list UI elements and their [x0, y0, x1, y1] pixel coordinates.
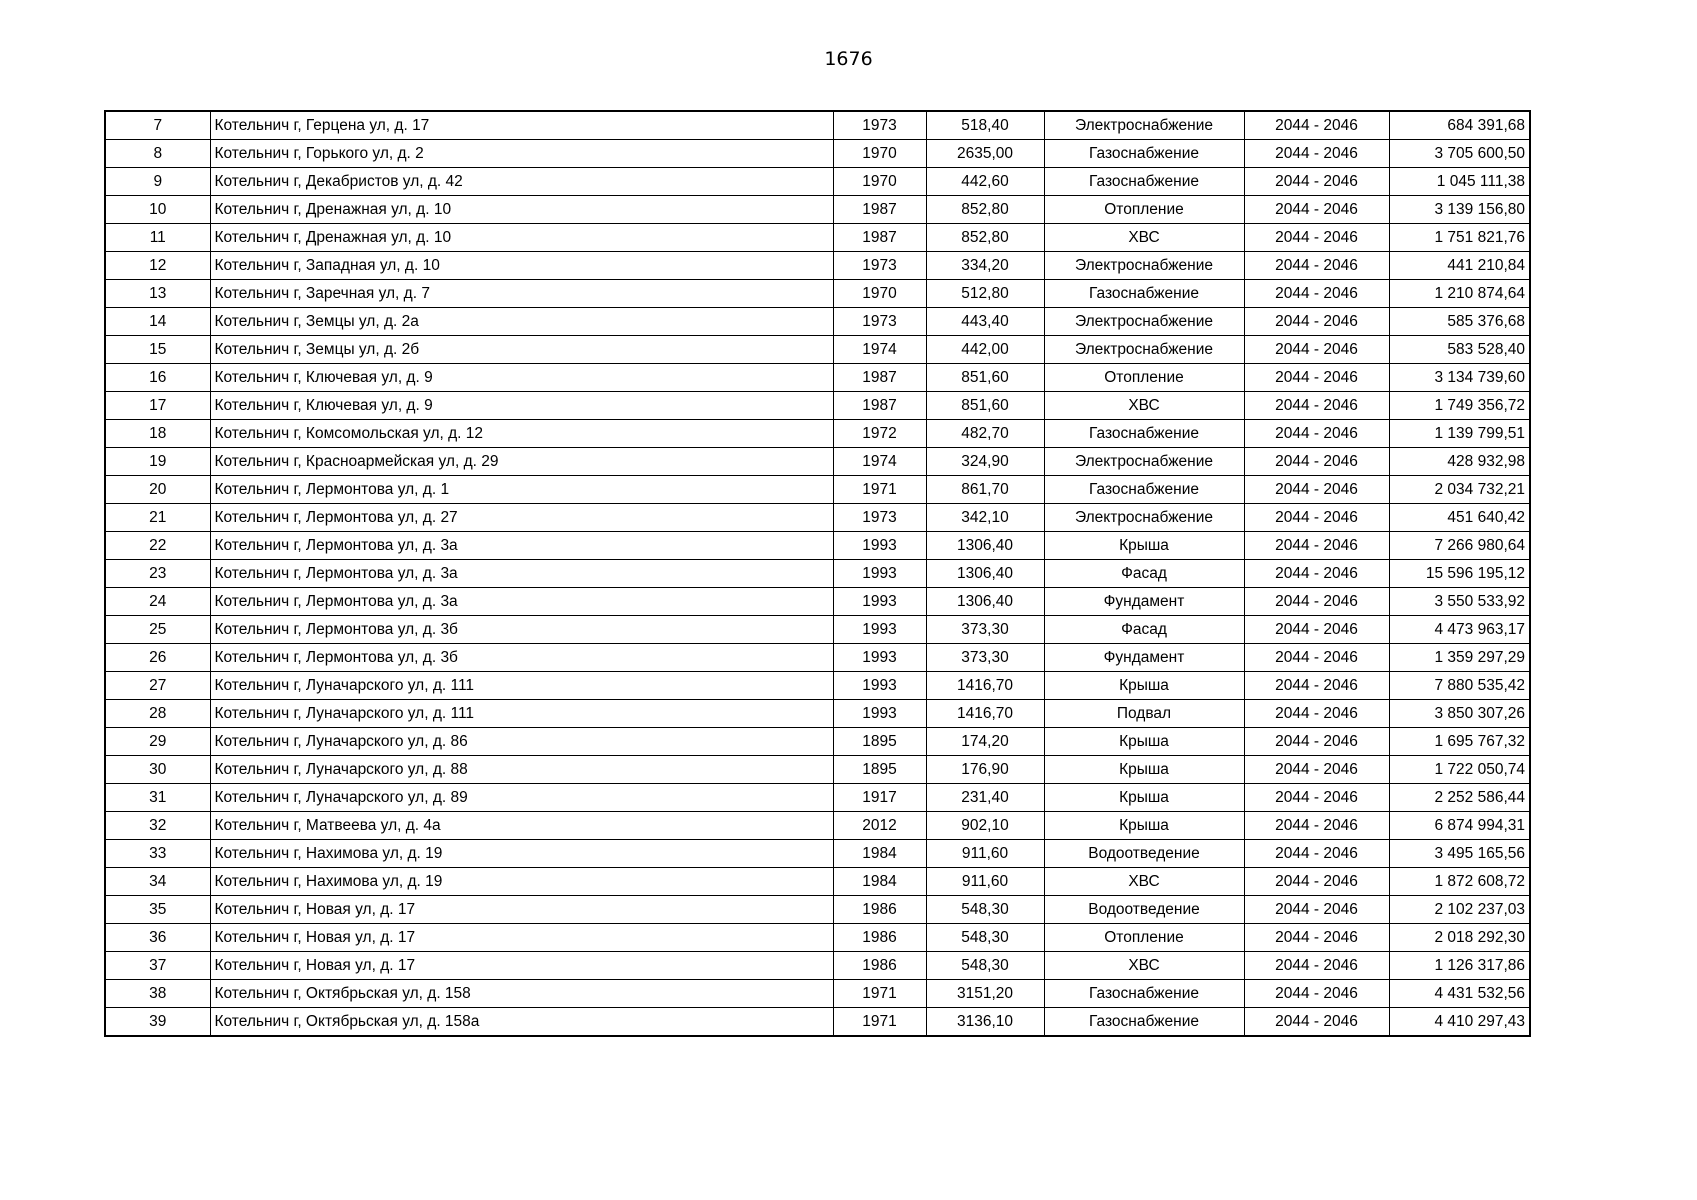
- table-row: [105, 812, 1530, 840]
- work-type-cell: Газоснабжение: [1044, 280, 1244, 308]
- area-cell: 851,60: [926, 364, 1044, 392]
- period-cell: 2044 - 2046: [1244, 924, 1389, 952]
- period-cell: 2044 - 2046: [1244, 672, 1389, 700]
- year-built-cell: 1986: [833, 924, 926, 952]
- work-type-cell: Крыша: [1044, 728, 1244, 756]
- row-number-cell: 35: [105, 896, 210, 924]
- area-cell: 518,40: [926, 111, 1044, 140]
- period-cell: 2044 - 2046: [1244, 700, 1389, 728]
- work-type-cell: Фундамент: [1044, 588, 1244, 616]
- year-built-cell: 1973: [833, 308, 926, 336]
- cost-cell: 15 596 195,12: [1389, 560, 1530, 588]
- address-cell: Котельнич г, Луначарского ул, д. 88: [210, 756, 833, 784]
- address-cell: Котельнич г, Нахимова ул, д. 19: [210, 840, 833, 868]
- cost-cell: 3 550 533,92: [1389, 588, 1530, 616]
- table-row: [105, 532, 1530, 560]
- work-type-cell: Крыша: [1044, 532, 1244, 560]
- table-row: [105, 560, 1530, 588]
- address-cell: Котельнич г, Луначарского ул, д. 111: [210, 700, 833, 728]
- area-cell: 442,60: [926, 168, 1044, 196]
- row-number-cell: 20: [105, 476, 210, 504]
- table-row: [105, 111, 1530, 140]
- address-cell: Котельнич г, Ключевая ул, д. 9: [210, 364, 833, 392]
- cost-cell: 585 376,68: [1389, 308, 1530, 336]
- row-number-cell: 39: [105, 1008, 210, 1037]
- table-row: [105, 700, 1530, 728]
- address-cell: Котельнич г, Горького ул, д. 2: [210, 140, 833, 168]
- address-cell: Котельнич г, Октябрьская ул, д. 158: [210, 980, 833, 1008]
- row-number-cell: 23: [105, 560, 210, 588]
- period-cell: 2044 - 2046: [1244, 364, 1389, 392]
- row-number-cell: 34: [105, 868, 210, 896]
- year-built-cell: 1895: [833, 756, 926, 784]
- work-type-cell: Электроснабжение: [1044, 252, 1244, 280]
- area-cell: 852,80: [926, 196, 1044, 224]
- row-number-cell: 21: [105, 504, 210, 532]
- period-cell: 2044 - 2046: [1244, 840, 1389, 868]
- area-cell: 342,10: [926, 504, 1044, 532]
- period-cell: 2044 - 2046: [1244, 252, 1389, 280]
- year-built-cell: 1987: [833, 364, 926, 392]
- year-built-cell: 1895: [833, 728, 926, 756]
- address-cell: Котельнич г, Нахимова ул, д. 19: [210, 868, 833, 896]
- cost-cell: 1 210 874,64: [1389, 280, 1530, 308]
- work-type-cell: ХВС: [1044, 392, 1244, 420]
- period-cell: 2044 - 2046: [1244, 420, 1389, 448]
- year-built-cell: 1987: [833, 392, 926, 420]
- cost-cell: 3 139 156,80: [1389, 196, 1530, 224]
- cost-cell: 3 495 165,56: [1389, 840, 1530, 868]
- year-built-cell: 1972: [833, 420, 926, 448]
- row-number-cell: 28: [105, 700, 210, 728]
- area-cell: 902,10: [926, 812, 1044, 840]
- period-cell: 2044 - 2046: [1244, 812, 1389, 840]
- year-built-cell: 1970: [833, 280, 926, 308]
- area-cell: 1416,70: [926, 672, 1044, 700]
- year-built-cell: 1971: [833, 1008, 926, 1037]
- address-cell: Котельнич г, Матвеева ул, д. 4а: [210, 812, 833, 840]
- address-cell: Котельнич г, Лермонтова ул, д. 27: [210, 504, 833, 532]
- work-type-cell: Фасад: [1044, 616, 1244, 644]
- row-number-cell: 36: [105, 924, 210, 952]
- row-number-cell: 10: [105, 196, 210, 224]
- table-row: [105, 672, 1530, 700]
- table-body: [105, 111, 1530, 1036]
- year-built-cell: 1984: [833, 840, 926, 868]
- work-type-cell: Фасад: [1044, 560, 1244, 588]
- table-row: [105, 504, 1530, 532]
- work-type-cell: Водоотведение: [1044, 840, 1244, 868]
- row-number-cell: 29: [105, 728, 210, 756]
- cost-cell: 7 266 980,64: [1389, 532, 1530, 560]
- area-cell: 324,90: [926, 448, 1044, 476]
- table-row: [105, 1008, 1530, 1037]
- period-cell: 2044 - 2046: [1244, 280, 1389, 308]
- year-built-cell: 1973: [833, 111, 926, 140]
- work-type-cell: Газоснабжение: [1044, 1008, 1244, 1037]
- cost-cell: 4 410 297,43: [1389, 1008, 1530, 1037]
- period-cell: 2044 - 2046: [1244, 896, 1389, 924]
- area-cell: 512,80: [926, 280, 1044, 308]
- row-number-cell: 32: [105, 812, 210, 840]
- address-cell: Котельнич г, Герцена ул, д. 17: [210, 111, 833, 140]
- table-row: [105, 336, 1530, 364]
- work-type-cell: Газоснабжение: [1044, 140, 1244, 168]
- work-type-cell: Крыша: [1044, 812, 1244, 840]
- cost-cell: 1 722 050,74: [1389, 756, 1530, 784]
- address-cell: Котельнич г, Дренажная ул, д. 10: [210, 224, 833, 252]
- year-built-cell: 2012: [833, 812, 926, 840]
- work-type-cell: Газоснабжение: [1044, 420, 1244, 448]
- work-type-cell: Газоснабжение: [1044, 476, 1244, 504]
- area-cell: 231,40: [926, 784, 1044, 812]
- table-row: [105, 588, 1530, 616]
- period-cell: 2044 - 2046: [1244, 644, 1389, 672]
- year-built-cell: 1993: [833, 616, 926, 644]
- table-row: [105, 728, 1530, 756]
- cost-cell: 1 695 767,32: [1389, 728, 1530, 756]
- year-built-cell: 1993: [833, 532, 926, 560]
- period-cell: 2044 - 2046: [1244, 196, 1389, 224]
- cost-cell: 2 102 237,03: [1389, 896, 1530, 924]
- cost-cell: 451 640,42: [1389, 504, 1530, 532]
- period-cell: 2044 - 2046: [1244, 392, 1389, 420]
- row-number-cell: 16: [105, 364, 210, 392]
- table-row: [105, 392, 1530, 420]
- work-type-cell: Водоотведение: [1044, 896, 1244, 924]
- year-built-cell: 1986: [833, 952, 926, 980]
- address-cell: Котельнич г, Лермонтова ул, д. 3а: [210, 560, 833, 588]
- year-built-cell: 1993: [833, 700, 926, 728]
- row-number-cell: 11: [105, 224, 210, 252]
- cost-cell: 1 751 821,76: [1389, 224, 1530, 252]
- table-row: [105, 476, 1530, 504]
- period-cell: 2044 - 2046: [1244, 336, 1389, 364]
- year-built-cell: 1993: [833, 644, 926, 672]
- address-cell: Котельнич г, Луначарского ул, д. 86: [210, 728, 833, 756]
- address-cell: Котельнич г, Лермонтова ул, д. 3а: [210, 588, 833, 616]
- work-type-cell: Электроснабжение: [1044, 448, 1244, 476]
- work-type-cell: Крыша: [1044, 672, 1244, 700]
- table-row: [105, 196, 1530, 224]
- area-cell: 548,30: [926, 952, 1044, 980]
- area-cell: 852,80: [926, 224, 1044, 252]
- area-cell: 911,60: [926, 840, 1044, 868]
- table-row: [105, 140, 1530, 168]
- row-number-cell: 27: [105, 672, 210, 700]
- table-row: [105, 840, 1530, 868]
- year-built-cell: 1993: [833, 672, 926, 700]
- work-type-cell: Электроснабжение: [1044, 111, 1244, 140]
- row-number-cell: 8: [105, 140, 210, 168]
- work-type-cell: ХВС: [1044, 868, 1244, 896]
- cost-cell: 2 018 292,30: [1389, 924, 1530, 952]
- cost-cell: 1 749 356,72: [1389, 392, 1530, 420]
- period-cell: 2044 - 2046: [1244, 588, 1389, 616]
- address-cell: Котельнич г, Земцы ул, д. 2а: [210, 308, 833, 336]
- table-row: [105, 896, 1530, 924]
- row-number-cell: 22: [105, 532, 210, 560]
- work-type-cell: Электроснабжение: [1044, 308, 1244, 336]
- cost-cell: 2 034 732,21: [1389, 476, 1530, 504]
- row-number-cell: 33: [105, 840, 210, 868]
- period-cell: 2044 - 2046: [1244, 140, 1389, 168]
- row-number-cell: 37: [105, 952, 210, 980]
- row-number-cell: 19: [105, 448, 210, 476]
- period-cell: 2044 - 2046: [1244, 756, 1389, 784]
- row-number-cell: 7: [105, 111, 210, 140]
- area-cell: 861,70: [926, 476, 1044, 504]
- work-type-cell: Электроснабжение: [1044, 336, 1244, 364]
- row-number-cell: 31: [105, 784, 210, 812]
- address-cell: Котельнич г, Новая ул, д. 17: [210, 924, 833, 952]
- period-cell: 2044 - 2046: [1244, 308, 1389, 336]
- address-cell: Котельнич г, Луначарского ул, д. 111: [210, 672, 833, 700]
- period-cell: 2044 - 2046: [1244, 168, 1389, 196]
- area-cell: 851,60: [926, 392, 1044, 420]
- address-cell: Котельнич г, Луначарского ул, д. 89: [210, 784, 833, 812]
- area-cell: 1306,40: [926, 588, 1044, 616]
- period-cell: 2044 - 2046: [1244, 111, 1389, 140]
- address-cell: Котельнич г, Земцы ул, д. 2б: [210, 336, 833, 364]
- table-row: [105, 224, 1530, 252]
- area-cell: 443,40: [926, 308, 1044, 336]
- year-built-cell: 1973: [833, 504, 926, 532]
- work-type-cell: Отопление: [1044, 924, 1244, 952]
- period-cell: 2044 - 2046: [1244, 868, 1389, 896]
- year-built-cell: 1987: [833, 224, 926, 252]
- row-number-cell: 25: [105, 616, 210, 644]
- year-built-cell: 1993: [833, 560, 926, 588]
- period-cell: 2044 - 2046: [1244, 448, 1389, 476]
- area-cell: 2635,00: [926, 140, 1044, 168]
- area-cell: 3151,20: [926, 980, 1044, 1008]
- cost-cell: 1 359 297,29: [1389, 644, 1530, 672]
- area-cell: 373,30: [926, 616, 1044, 644]
- repair-schedule-table: [104, 110, 1531, 1037]
- year-built-cell: 1917: [833, 784, 926, 812]
- row-number-cell: 9: [105, 168, 210, 196]
- area-cell: 442,00: [926, 336, 1044, 364]
- table-row: [105, 784, 1530, 812]
- address-cell: Котельнич г, Комсомольская ул, д. 12: [210, 420, 833, 448]
- table-row: [105, 280, 1530, 308]
- cost-cell: 1 045 111,38: [1389, 168, 1530, 196]
- cost-cell: 3 134 739,60: [1389, 364, 1530, 392]
- table-row: [105, 924, 1530, 952]
- address-cell: Котельнич г, Дренажная ул, д. 10: [210, 196, 833, 224]
- address-cell: Котельнич г, Октябрьская ул, д. 158а: [210, 1008, 833, 1037]
- period-cell: 2044 - 2046: [1244, 224, 1389, 252]
- cost-cell: 1 126 317,86: [1389, 952, 1530, 980]
- year-built-cell: 1970: [833, 168, 926, 196]
- cost-cell: 1 139 799,51: [1389, 420, 1530, 448]
- cost-cell: 4 473 963,17: [1389, 616, 1530, 644]
- address-cell: Котельнич г, Лермонтова ул, д. 1: [210, 476, 833, 504]
- address-cell: Котельнич г, Красноармейская ул, д. 29: [210, 448, 833, 476]
- year-built-cell: 1986: [833, 896, 926, 924]
- work-type-cell: Подвал: [1044, 700, 1244, 728]
- row-number-cell: 13: [105, 280, 210, 308]
- address-cell: Котельнич г, Новая ул, д. 17: [210, 896, 833, 924]
- address-cell: Котельнич г, Новая ул, д. 17: [210, 952, 833, 980]
- work-type-cell: ХВС: [1044, 224, 1244, 252]
- table-row: [105, 868, 1530, 896]
- period-cell: 2044 - 2046: [1244, 476, 1389, 504]
- row-number-cell: 18: [105, 420, 210, 448]
- work-type-cell: Фундамент: [1044, 644, 1244, 672]
- cost-cell: 684 391,68: [1389, 111, 1530, 140]
- address-cell: Котельнич г, Заречная ул, д. 7: [210, 280, 833, 308]
- period-cell: 2044 - 2046: [1244, 616, 1389, 644]
- address-cell: Котельнич г, Декабристов ул, д. 42: [210, 168, 833, 196]
- area-cell: 548,30: [926, 924, 1044, 952]
- cost-cell: 2 252 586,44: [1389, 784, 1530, 812]
- row-number-cell: 38: [105, 980, 210, 1008]
- area-cell: 1416,70: [926, 700, 1044, 728]
- row-number-cell: 14: [105, 308, 210, 336]
- table-row: [105, 980, 1530, 1008]
- period-cell: 2044 - 2046: [1244, 1008, 1389, 1037]
- area-cell: 548,30: [926, 896, 1044, 924]
- work-type-cell: Крыша: [1044, 784, 1244, 812]
- year-built-cell: 1971: [833, 980, 926, 1008]
- table-row: [105, 420, 1530, 448]
- year-built-cell: 1973: [833, 252, 926, 280]
- address-cell: Котельнич г, Западная ул, д. 10: [210, 252, 833, 280]
- work-type-cell: Электроснабжение: [1044, 504, 1244, 532]
- area-cell: 334,20: [926, 252, 1044, 280]
- work-type-cell: Отопление: [1044, 364, 1244, 392]
- address-cell: Котельнич г, Лермонтова ул, д. 3а: [210, 532, 833, 560]
- row-number-cell: 30: [105, 756, 210, 784]
- row-number-cell: 17: [105, 392, 210, 420]
- row-number-cell: 24: [105, 588, 210, 616]
- year-built-cell: 1993: [833, 588, 926, 616]
- area-cell: 482,70: [926, 420, 1044, 448]
- table-row: [105, 448, 1530, 476]
- year-built-cell: 1987: [833, 196, 926, 224]
- work-type-cell: ХВС: [1044, 952, 1244, 980]
- table-row: [105, 952, 1530, 980]
- table-row: [105, 308, 1530, 336]
- cost-cell: 428 932,98: [1389, 448, 1530, 476]
- period-cell: 2044 - 2046: [1244, 784, 1389, 812]
- area-cell: 911,60: [926, 868, 1044, 896]
- period-cell: 2044 - 2046: [1244, 728, 1389, 756]
- table-row: [105, 252, 1530, 280]
- year-built-cell: 1971: [833, 476, 926, 504]
- row-number-cell: 26: [105, 644, 210, 672]
- cost-cell: 583 528,40: [1389, 336, 1530, 364]
- year-built-cell: 1974: [833, 448, 926, 476]
- year-built-cell: 1974: [833, 336, 926, 364]
- table-row: [105, 644, 1530, 672]
- area-cell: 174,20: [926, 728, 1044, 756]
- row-number-cell: 15: [105, 336, 210, 364]
- period-cell: 2044 - 2046: [1244, 952, 1389, 980]
- table-row: [105, 756, 1530, 784]
- address-cell: Котельнич г, Лермонтова ул, д. 3б: [210, 644, 833, 672]
- table-row: [105, 616, 1530, 644]
- period-cell: 2044 - 2046: [1244, 504, 1389, 532]
- period-cell: 2044 - 2046: [1244, 980, 1389, 1008]
- work-type-cell: Газоснабжение: [1044, 980, 1244, 1008]
- cost-cell: 4 431 532,56: [1389, 980, 1530, 1008]
- cost-cell: 441 210,84: [1389, 252, 1530, 280]
- period-cell: 2044 - 2046: [1244, 560, 1389, 588]
- cost-cell: 7 880 535,42: [1389, 672, 1530, 700]
- cost-cell: 1 872 608,72: [1389, 868, 1530, 896]
- cost-cell: 3 850 307,26: [1389, 700, 1530, 728]
- work-type-cell: Крыша: [1044, 756, 1244, 784]
- work-type-cell: Газоснабжение: [1044, 168, 1244, 196]
- year-built-cell: 1970: [833, 140, 926, 168]
- period-cell: 2044 - 2046: [1244, 532, 1389, 560]
- area-cell: 1306,40: [926, 532, 1044, 560]
- cost-cell: 6 874 994,31: [1389, 812, 1530, 840]
- row-number-cell: 12: [105, 252, 210, 280]
- area-cell: 373,30: [926, 644, 1044, 672]
- work-type-cell: Отопление: [1044, 196, 1244, 224]
- table-row: [105, 168, 1530, 196]
- address-cell: Котельнич г, Ключевая ул, д. 9: [210, 392, 833, 420]
- area-cell: 176,90: [926, 756, 1044, 784]
- area-cell: 1306,40: [926, 560, 1044, 588]
- cost-cell: 3 705 600,50: [1389, 140, 1530, 168]
- page-number: 1676: [824, 48, 873, 70]
- table-row: [105, 364, 1530, 392]
- address-cell: Котельнич г, Лермонтова ул, д. 3б: [210, 616, 833, 644]
- area-cell: 3136,10: [926, 1008, 1044, 1037]
- year-built-cell: 1984: [833, 868, 926, 896]
